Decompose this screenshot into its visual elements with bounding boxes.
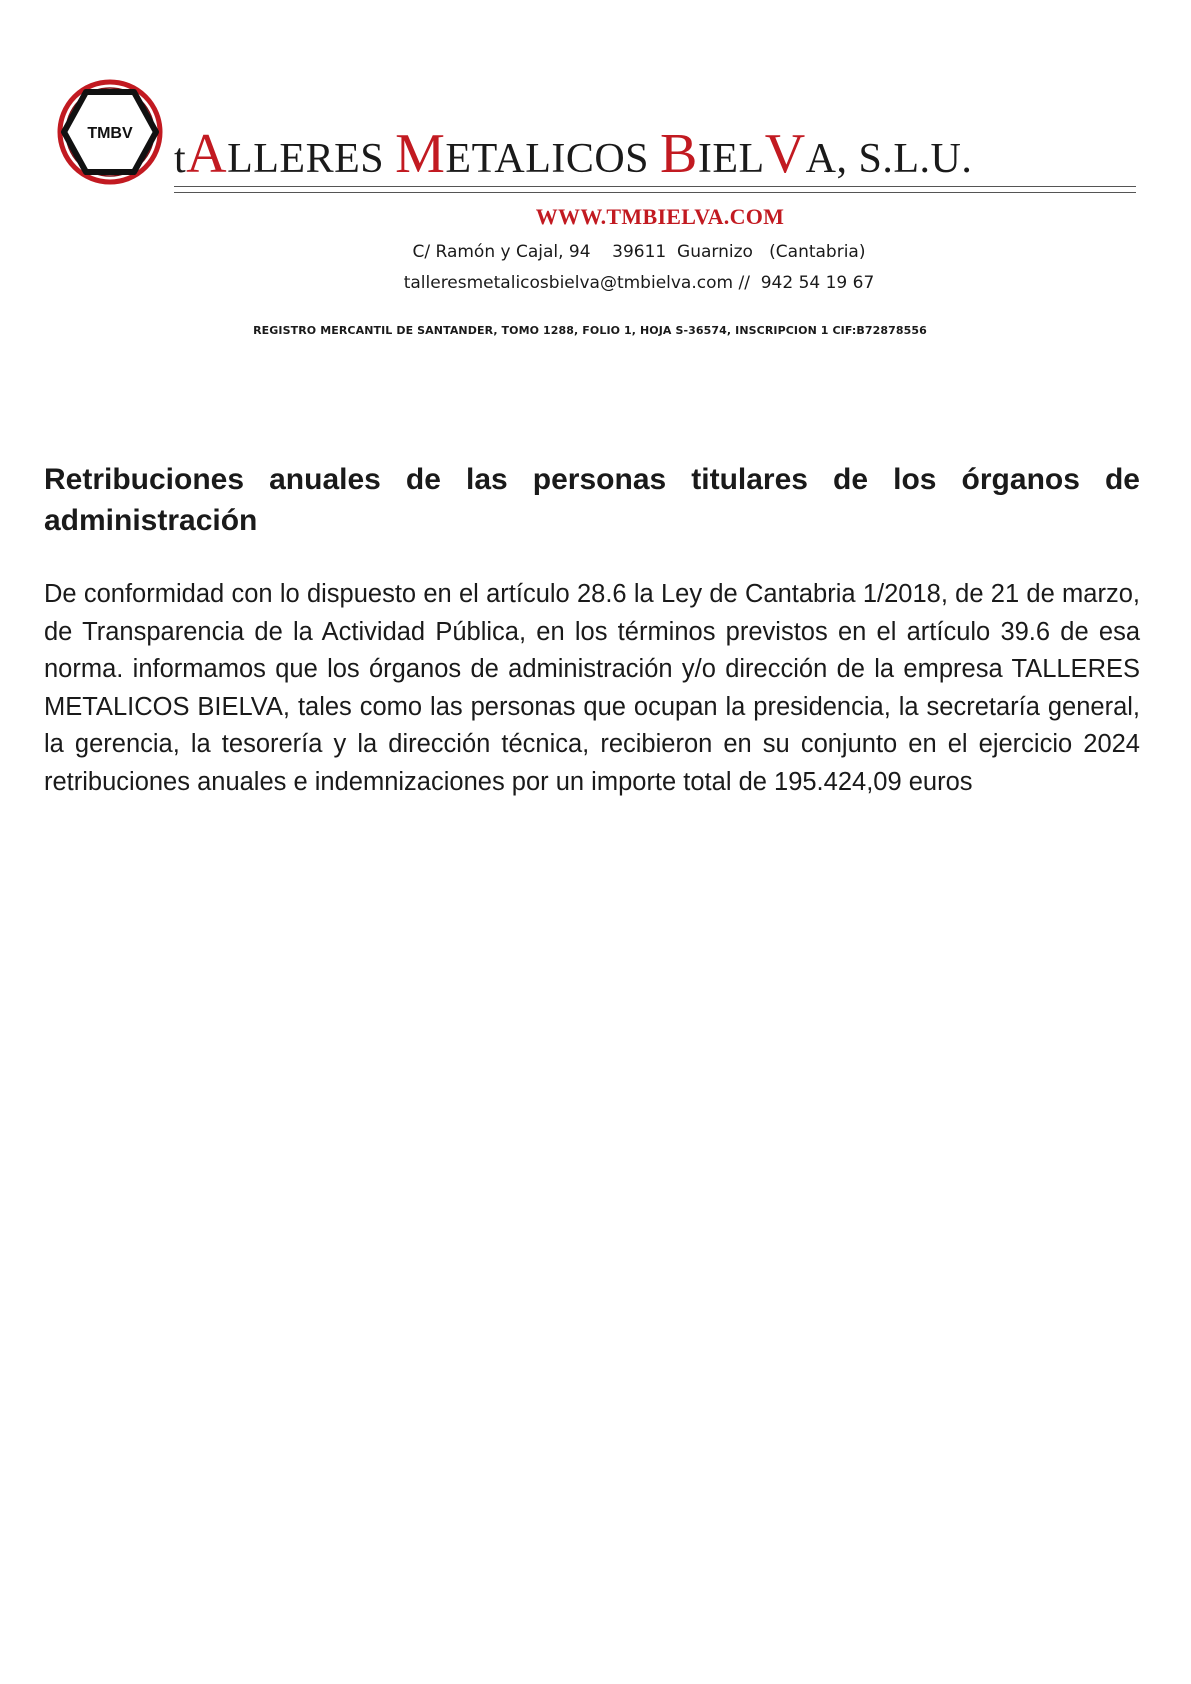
company-logo <box>56 78 164 186</box>
header-rule-bottom <box>174 192 1136 193</box>
document-title: Retribuciones anuales de las personas titulares de los órganos de administración <box>44 463 1140 537</box>
company-name-part: A, S.L.U. <box>805 136 973 182</box>
logo-text: TMBV <box>87 125 133 142</box>
document-body: De conformidad con lo dispuesto en el artículo 28.6 la Ley de Cantabria 1/2018, de 21 de marzo, de Transparencia de la Actividad Pública, en los términos previstos en el artículo 39.6 de esa norma. informamos que los órganos de administración y/o dirección de la empresa TALLERES METALICOS BIELVA, tales como las personas que ocupan la presidencia, la secretaría general, la gerencia, la tesorería y la dirección técnica, recibieron en su conjunto en el ejercicio 2024 retribuciones anuales e indemnizaciones por un importe total de 195.424,09 euros <box>44 580 1140 796</box>
company-name <box>174 124 1134 189</box>
header-rule-top <box>174 186 1136 187</box>
company-name-part: A <box>186 123 228 185</box>
company-name-part: t <box>174 136 187 182</box>
company-name-part: V <box>764 123 806 185</box>
company-name-part: IEL <box>697 136 765 182</box>
company-name-part: LLERES <box>227 136 396 182</box>
registry-line: REGISTRO MERCANTIL DE SANTANDER, TOMO 1288, FOLIO 1, HOJA S-36574, INSCRIPCION 1 CIF:B72878556 <box>253 324 927 337</box>
company-name-part: M <box>395 123 446 185</box>
company-contact: talleresmetalicosbielva@tmbielva.com // 942 54 19 67 <box>403 273 875 293</box>
company-website: WWW.TMBIELVA.COM <box>535 204 785 229</box>
company-name-part: B <box>660 123 698 185</box>
company-name-part: ETALICOS <box>445 136 661 182</box>
company-address: C/ Ramón y Cajal, 94 39611 Guarnizo (Cantabria) <box>412 242 866 262</box>
